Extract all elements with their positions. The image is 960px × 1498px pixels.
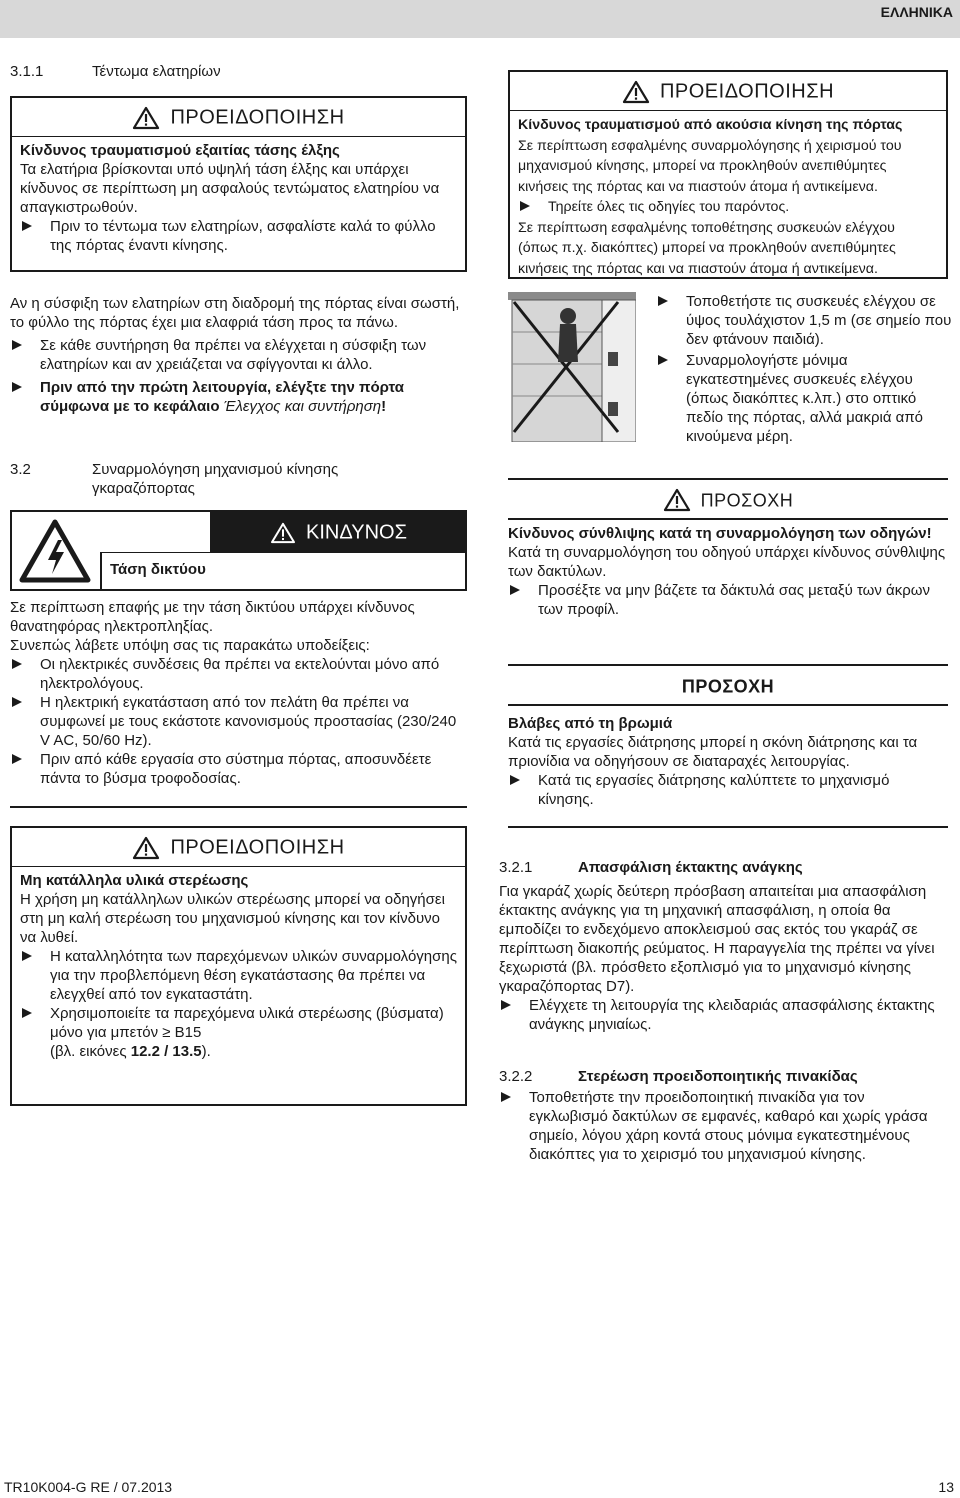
warning-subtitle: Κίνδυνος τραυματισμού εξαιτίας τάσης έλξης — [20, 142, 340, 159]
caution-text: Κατά τις εργασίες διάτρησης μπορεί η σκόνη διάτρησης και τα πριονίδια να οδηγήσουν σε διαταραχές λειτουργίας. — [508, 734, 918, 770]
danger-bullet-3 — [10, 750, 467, 788]
warning-title-text: ΠΡΟΕΙΔΟΠΟΙΗΣΗ — [170, 836, 345, 859]
bullet-end-mark: ! — [381, 398, 387, 415]
bullet-text: Κατά τις εργασίες διάτρησης καλύπτετε το μηχανισμό κίνησης. — [538, 772, 890, 808]
warning-bullet-2 — [20, 1004, 457, 1061]
footer-document-id: TR10K004-G RE / 07.2013 — [4, 1479, 173, 1495]
section-title-3-1-1: Τέντωμα ελατηρίων — [92, 63, 221, 80]
section-title-3-2-1: Απασφάλιση έκτακτης ανάγκης — [578, 859, 803, 876]
electric-shock-icon — [12, 512, 98, 589]
bullet-fixed-controls — [656, 351, 952, 446]
bullet-first-operation — [10, 378, 467, 416]
bullet-arrow-icon — [658, 355, 668, 365]
control-device-bullets — [656, 292, 952, 446]
bullet-arrow-icon — [12, 340, 22, 350]
warning-box-title — [12, 828, 465, 867]
bullet-text: Οι ηλεκτρικές συνδέσεις θα πρέπει να εκτελούνται μόνο από ηλεκτρολόγους. — [40, 656, 440, 692]
language-label: ΕΛΛΗΝΙΚΑ — [880, 4, 953, 20]
bullet-arrow-icon — [501, 1000, 511, 1010]
danger-text-2: Συνεπώς λάβετε υπόψη σας τις παρακάτω υποδείξεις: — [10, 637, 370, 654]
caution-subtitle: Βλάβες από τη βρωμιά — [508, 715, 673, 732]
warning-text: Η χρήση μη κατάλληλων υλικών στερέωσης μπορεί να οδηγήσει στη μη καλή στερέωση του μηχανισμού κίνησης και τον κίνδυνο να λυθεί. — [20, 891, 445, 946]
bullet-text: Συναρμολογήστε μόνιμα εγκατεστημένες συσκευές ελέγχου (όπως διακόπτες κ.λπ.) στο οπτικό πεδίο της πόρτας, αλλά μακριά από κινούμενα μέρη. — [686, 352, 924, 445]
warning-triangle-icon — [132, 836, 160, 860]
section-number-3-1-1: 3.1.1 — [10, 63, 44, 80]
bullet-text: Τοποθετήστε την προειδοποιητική πινακίδα για τον εγκλωβισμό δακτύλων σε εμφανές, καθαρό και χωρίς γράσα σημείο, λόγου χάρη κοντά στους μόνιμα εγκατεστημένους διακόπτες για το χειρισμό του μηχανισμού κίνησης. — [529, 1089, 928, 1163]
bullet-mounting-height — [656, 292, 952, 349]
section-title-3-2: Συναρμολόγηση μηχανισμού κίνησης γκαραζόπορτας — [92, 461, 339, 497]
warning-triangle-icon — [270, 522, 296, 544]
bullet-arrow-icon — [12, 697, 22, 707]
caution-bottom-rule — [508, 826, 948, 828]
danger-bottom-rule — [10, 806, 467, 808]
warning-bullet — [20, 217, 457, 255]
caution-title-bar — [508, 664, 948, 706]
warning-box-fixings — [10, 826, 467, 1106]
bullet-text: Η ηλεκτρική εγκατάσταση από τον πελάτη θα πρέπει να συμφωνεί με τους εκάστοτε κανονισμούς προστασίας (230/240 V AC, 50/60 Hz). — [40, 694, 457, 749]
bullet-arrow-icon — [12, 659, 22, 669]
warning-triangle-icon — [622, 80, 650, 104]
warning-triangle-icon — [132, 106, 160, 130]
section-number-3-2-2: 3.2.2 — [499, 1068, 533, 1085]
warning-bullet-1 — [20, 947, 457, 1004]
section-number-3-2-1: 3.2.1 — [499, 859, 533, 876]
bullet-text: Σε κάθε συντήρηση θα πρέπει να ελέγχεται η σύσφιξη των ελατηρίων και αν χρειάζεται να σφίγγονται κι άλλο. — [40, 337, 427, 373]
warning-triangle-icon — [663, 488, 691, 512]
bullet-arrow-icon — [501, 1092, 511, 1102]
danger-divider — [100, 552, 467, 553]
warning-title-text: ΠΡΟΕΙΔΟΠΟΙΗΣΗ — [659, 80, 835, 103]
warning-text: Τα ελατήρια βρίσκονται υπό υψηλή τάση έλξης και υπάρχει κίνδυνος σε περίπτωση μη ασφαλούς τεντώματος ελατηρίου να απαγκιστρωθούν. — [20, 161, 440, 216]
danger-bullet-1 — [10, 655, 467, 693]
bullet-text: Προσέξτε να μην βάζετε τα δάκτυλά σας μεταξύ των άκρων των προφίλ. — [538, 582, 930, 618]
bullet-arrow-icon — [12, 754, 22, 764]
warning-subtitle: Κίνδυνος τραυματισμού από ακούσια κίνηση της πόρτας — [518, 117, 903, 133]
caution-bullet — [508, 771, 948, 809]
caution-text: Κατά τη συναρμολόγηση του οδηγού υπάρχει κίνδυνος σύνθλιψης των δακτύλων. — [508, 544, 946, 580]
bullet-text-bold: Πριν από την πρώτη λειτουργία, ελέγξτε την πόρτα σύμφωνα με το κεφάλαιο — [40, 379, 404, 415]
language-header-bar — [0, 0, 960, 38]
bullet-arrow-icon — [510, 775, 520, 785]
emergency-release-content — [499, 882, 949, 1034]
bullet-arrow-icon — [22, 951, 32, 961]
caution-title-text: ΠΡΟΣΟΧΗ — [681, 676, 775, 697]
bullet-arrow-icon — [22, 1008, 32, 1018]
footer-page-number: 13 — [938, 1479, 954, 1495]
bullet-text: Τηρείτε όλες τις οδηγίες του παρόντος. — [548, 199, 790, 215]
warning-sign-bullet — [499, 1088, 929, 1164]
warning-box-title — [12, 98, 465, 137]
danger-subtitle: Τάση δικτύου — [110, 561, 206, 578]
danger-title-band — [210, 512, 467, 552]
danger-bullet-2 — [10, 693, 467, 750]
warning-bullet — [518, 197, 938, 218]
warning-box-title — [510, 72, 946, 111]
spring-tension-instructions — [10, 294, 467, 416]
warning-text-1: Σε περίπτωση εσφαλμένης συναρμολόγησης ή χειρισμού του μηχανισμού κίνησης, μπορεί να προκληθούν ανεπιθύμητες κινήσεις της πόρτας και να πιαστούν άτομα ή αντικείμενα. — [518, 137, 902, 195]
bullet-text: Πριν το τέντωμα των ελατηρίων, ασφαλίστε καλά το φύλλο της πόρτας έναντι κίνησης. — [50, 218, 436, 254]
caution-title-bar — [508, 478, 948, 520]
caution-subtitle: Κίνδυνος σύνθλιψης κατά τη συναρμολόγηση των οδηγών! — [508, 525, 932, 542]
control-device-illustration — [508, 292, 636, 442]
caution-box-dirt — [508, 664, 948, 809]
bullet-text: Η καταλληλότητα των παρεχόμενων υλικών συναρμολόγησης για την προβλεπόμενη θέση εγκατάστασης θα πρέπει να ελεγχθεί από τον εγκαταστάτη. — [50, 948, 457, 1003]
bullet-text: Ελέγχετε τη λειτουργία της κλειδαριάς απασφάλισης έκτακτης ανάγκης μηνιαίως. — [529, 997, 935, 1033]
section-number-3-2: 3.2 — [10, 461, 31, 478]
danger-content — [10, 598, 467, 788]
bullet-maintenance-check — [10, 336, 467, 374]
bullet-arrow-icon — [658, 296, 668, 306]
warning-box-spring-tension — [10, 96, 467, 272]
bullet-arrow-icon — [12, 382, 22, 392]
bullet-text: Πριν από κάθε εργασία στο σύστημα πόρτας, αποσυνδέετε πάντα το βύσμα τροφοδοσίας. — [40, 751, 432, 787]
warning-subtitle: Μη κατάλληλα υλικά στερέωσης — [20, 872, 249, 889]
caution-title-text: ΠΡΟΣΟΧΗ — [700, 490, 794, 511]
figure-ref-prefix: (βλ. εικόνες — [50, 1043, 127, 1060]
warning-title-text: ΠΡΟΕΙΔΟΠΟΙΗΣΗ — [170, 106, 345, 129]
bullet-arrow-icon — [510, 585, 520, 595]
danger-title-text: ΚΙΝΔΥΝΟΣ — [306, 521, 407, 544]
danger-box-header — [10, 510, 467, 591]
section-title-3-2-2: Στερέωση προειδοποιητικής πινακίδας — [578, 1068, 858, 1085]
figure-ref-numbers: 12.2 / 13.5 — [130, 1043, 202, 1060]
bullet-arrow-icon — [520, 201, 530, 211]
warning-sign-content — [499, 1088, 929, 1164]
caution-bullet — [508, 581, 948, 619]
danger-text-1: Σε περίπτωση επαφής με την τάση δικτύου υπάρχει κίνδυνος θανατηφόρας ηλεκτροπληξίας. — [10, 599, 415, 635]
warning-box-door-movement — [508, 70, 948, 279]
warning-text-2: Σε περίπτωση εσφαλμένης τοποθέτησης συσκευών ελέγχου (όπως π.χ. διακόπτες) μπορεί να προκληθούν ανεπιθύμητες κινήσεις της πόρτας και να πιαστούν άτομα ή αντικείμενα. — [518, 219, 896, 277]
bullet-text: Χρησιμοποιείτε τα παρεχόμενα υλικά στερέωσης (βύσματα) μόνο για μπετόν ≥ B15 — [50, 1005, 444, 1041]
electric-hazard-panel — [12, 512, 102, 589]
paragraph-spring-tension: Αν η σύσφιξη των ελατηρίων στη διαδρομή της πόρτας είναι σωστή, το φύλλο της πόρτας έχει μια ελαφριά τάση προς τα πάνω. — [10, 295, 460, 331]
emergency-release-bullet — [499, 996, 949, 1034]
bullet-arrow-icon — [22, 221, 32, 231]
caution-box-crushing — [508, 478, 948, 619]
emergency-release-paragraph: Για γκαράζ χωρίς δεύτερη πρόσβαση απαιτείται μια απασφάλιση έκτακτης ανάγκης για τη μηχανική απασφάλιση, η οποία θα εμποδίζει το ενδεχόμενο αποκλεισμού σας εκτός του γκαράζ σε περίπτωση διακοπής ρεύματος. Η παραγγελία της πρέπει να γίνει ξεχωριστά (βλ. πρόσθετο εξοπλισμό για το μηχανισμό κίνησης γκαραζόπορτας D7). — [499, 883, 935, 995]
chapter-reference: Έλεγχος και συντήρηση — [223, 398, 382, 415]
bullet-text: Τοποθετήστε τις συσκευές ελέγχου σε ύψος τουλάχιστον 1,5 m (σε σημείο που δεν φτάνουν παιδιά). — [686, 293, 952, 348]
figure-ref-suffix: ). — [201, 1043, 211, 1060]
